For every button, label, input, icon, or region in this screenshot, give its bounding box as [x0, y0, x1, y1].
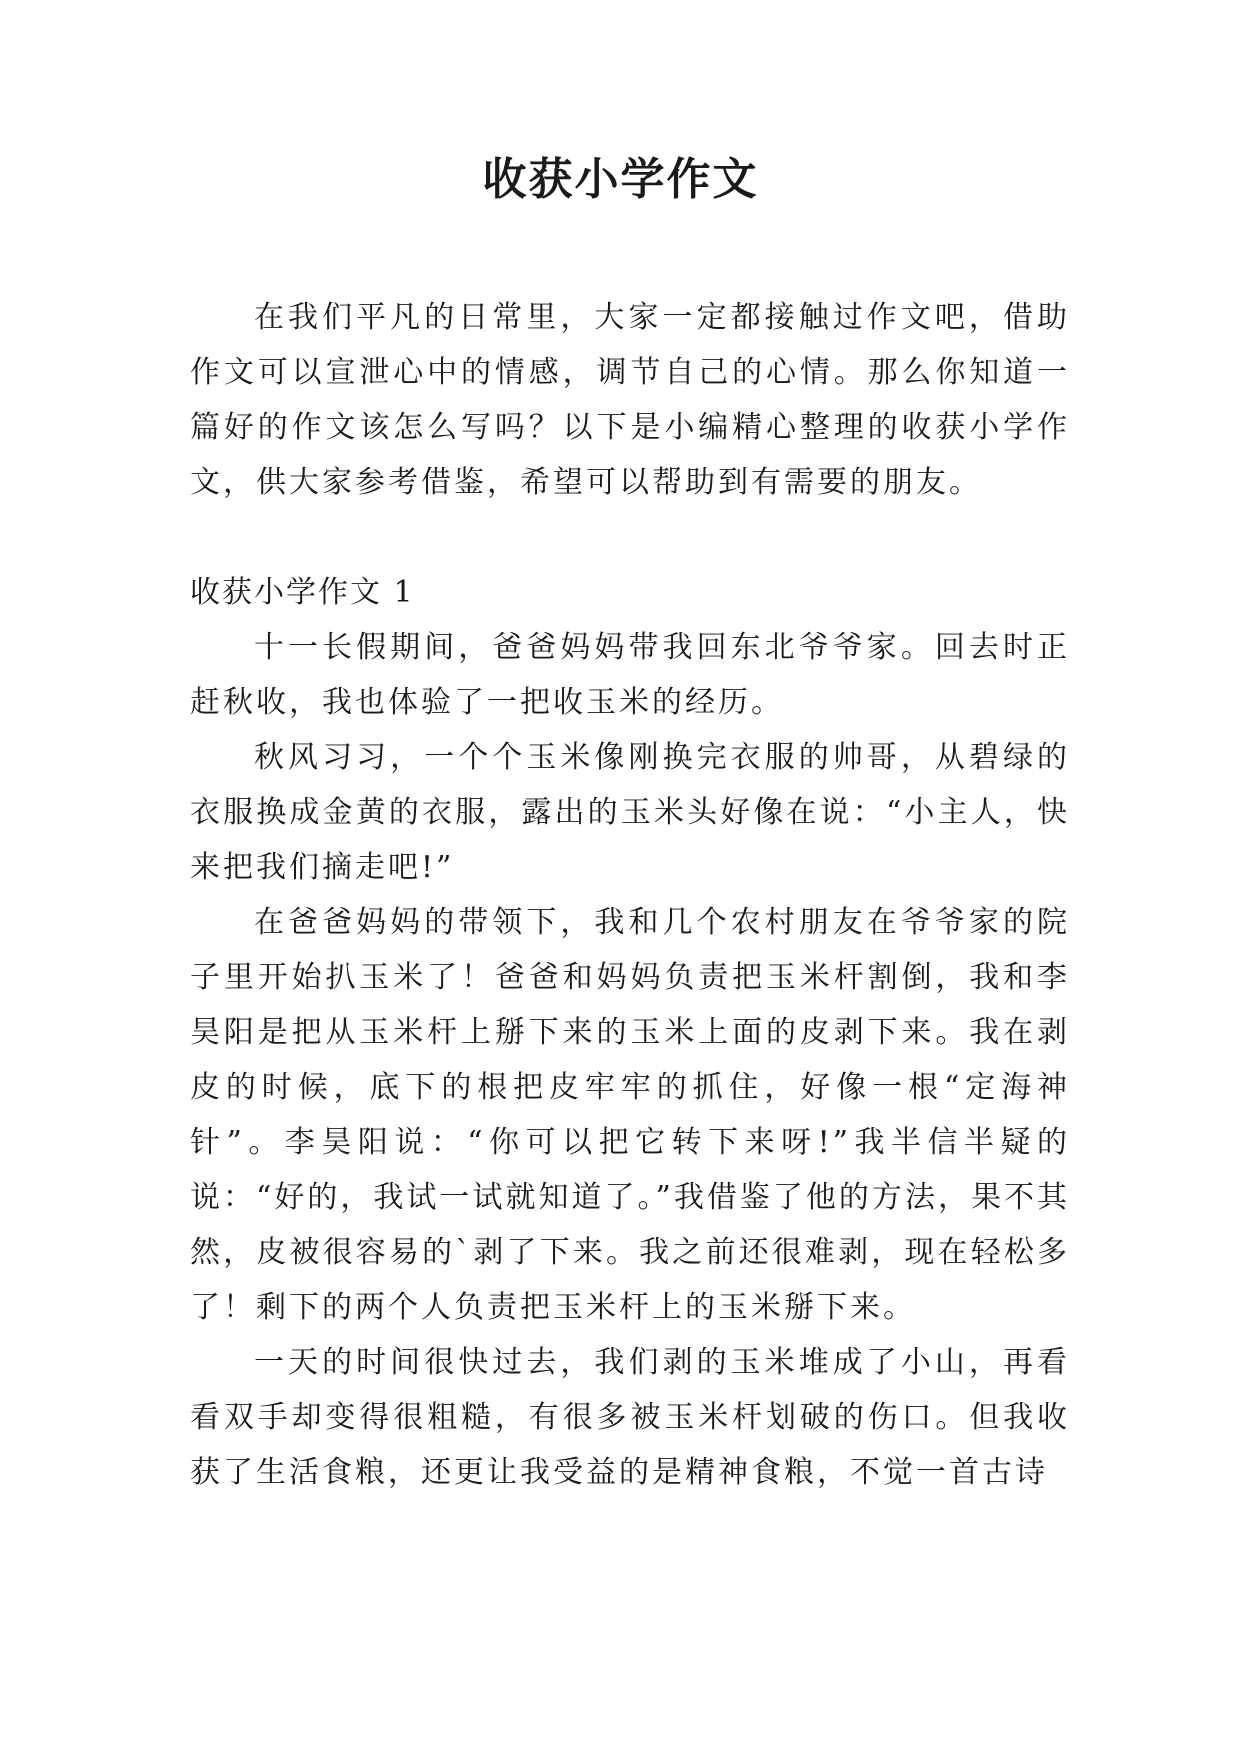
body-paragraph-3: 在爸爸妈妈的带领下，我和几个农村朋友在爷爷家的院子里开始扒玉米了！爸爸和妈妈负责把玉米杆割倒，我和李昊阳是把从玉米杆上掰下来的玉米上面的皮剥下来。我在剥皮的时候，底下的根把皮牢牢的抓住，好像一根“定海神针”。李昊阳说：“你可以把它转下来呀!”我半信半疑的说：“好的，我试一试就知道了。”我借鉴了他的方法，果不其然，皮被很容易的`剥了下来。我之前还很难剥，现在轻松多了！剩下的两个人负责把玉米杆上的玉米掰下来。: [190, 905, 1070, 1325]
body-paragraph-1: 十一长假期间，爸爸妈妈带我回东北爷爷家。回去时正赶秋收，我也体验了一把收玉米的经历。: [190, 630, 1070, 720]
body-paragraph-4: 一天的时间很快过去，我们剥的玉米堆成了小山，再看看双手却变得很粗糙，有很多被玉米杆划破的伤口。但我收获了生活食粮，还更让我受益的是精神食粮，不觉一首古诗: [190, 1345, 1070, 1490]
document-title: 收获小学作文: [482, 154, 759, 205]
paragraph-gap: [190, 510, 1070, 565]
document-body: [190, 290, 1070, 1500]
body-paragraph-2: 秋风习习，一个个玉米像刚换完衣服的帅哥，从碧绿的衣服换成金黄的衣服，露出的玉米头好像在说：“小主人，快来把我们摘走吧!”: [190, 740, 1070, 885]
section-heading: 收获小学作文 1: [190, 575, 415, 610]
intro-paragraph: 在我们平凡的日常里，大家一定都接触过作文吧，借助作文可以宣泄心中的情感，调节自己的心情。那么你知道一篇好的作文该怎么写吗？以下是小编精心整理的收获小学作文，供大家参考借鉴，希望可以帮助到有需要的朋友。: [190, 300, 1070, 500]
